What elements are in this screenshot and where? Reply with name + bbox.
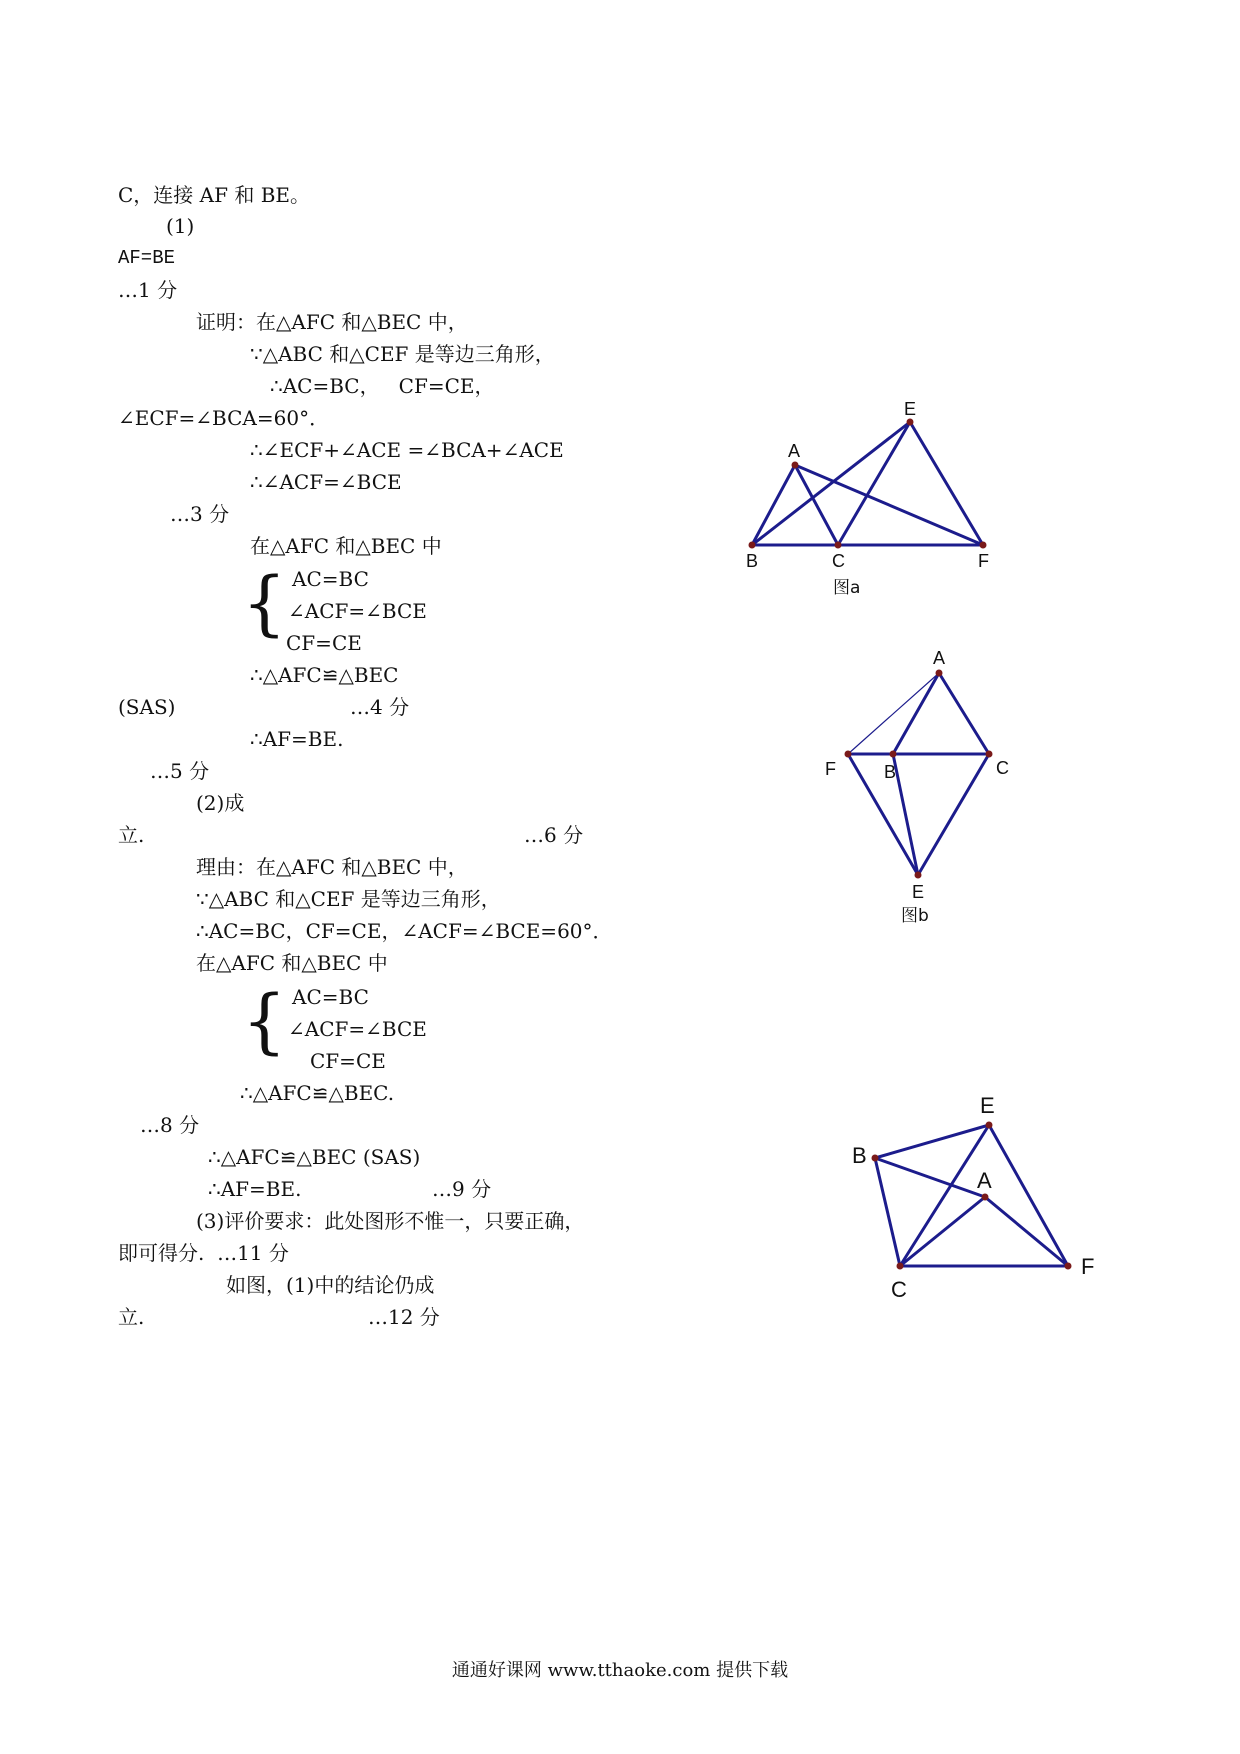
label-A: A bbox=[977, 1168, 992, 1193]
figure-a-caption: 图a bbox=[833, 578, 861, 598]
seg-BA bbox=[875, 1158, 985, 1197]
label-E: E bbox=[912, 882, 925, 902]
condition-line: AC=BC bbox=[292, 567, 369, 591]
proof-line: ∴△AFC≌△BEC (SAS) bbox=[208, 1145, 421, 1169]
point-B bbox=[872, 1155, 879, 1162]
point-C bbox=[986, 751, 993, 758]
score-8: …8 分 bbox=[140, 1113, 200, 1137]
seg-AC bbox=[900, 1197, 985, 1266]
score-9: …9 分 bbox=[432, 1177, 492, 1201]
label-E: E bbox=[980, 1093, 995, 1118]
point-A bbox=[982, 1194, 989, 1201]
condition-brace: { bbox=[242, 562, 287, 644]
condition-line: CF=CE bbox=[310, 1049, 386, 1073]
figure-b bbox=[815, 650, 1015, 934]
label-B: B bbox=[884, 762, 897, 782]
label-F: F bbox=[1081, 1254, 1095, 1279]
figure-c bbox=[840, 1075, 1120, 1314]
label-A: A bbox=[788, 441, 801, 461]
label-B: B bbox=[746, 551, 759, 571]
condition-line: ∠ACF=∠BCE bbox=[288, 1017, 427, 1041]
point-B bbox=[890, 751, 897, 758]
point-F bbox=[1065, 1263, 1072, 1270]
proof-line: ∴△AFC≌△BEC bbox=[250, 663, 399, 687]
seg-BE bbox=[752, 422, 910, 545]
seg-AB bbox=[752, 465, 795, 545]
seg-EF bbox=[989, 1125, 1068, 1266]
point-F bbox=[980, 542, 987, 549]
proof-line: 在△AFC 和△BEC 中 bbox=[196, 951, 388, 975]
label-F: F bbox=[825, 759, 836, 779]
seg-AF bbox=[985, 1197, 1068, 1266]
label-B: B bbox=[852, 1143, 867, 1168]
point-B bbox=[749, 542, 756, 549]
page-footer: 通通好课网 www.tthaoke.com 提供下载 bbox=[451, 1660, 789, 1681]
proof-line: 在△AFC 和△BEC 中 bbox=[250, 534, 442, 558]
label-F: F bbox=[978, 551, 989, 571]
seg-CE bbox=[918, 754, 989, 875]
proof-line: 立. bbox=[118, 823, 145, 847]
seg-AF bbox=[848, 673, 939, 754]
seg-AB bbox=[893, 673, 939, 754]
seg-CE bbox=[838, 422, 910, 545]
figure-a bbox=[740, 395, 1010, 609]
score-11: 即可得分. …11 分 bbox=[118, 1241, 289, 1265]
proof-line: ∴△AFC≌△BEC. bbox=[240, 1081, 395, 1105]
condition-line: CF=CE bbox=[286, 631, 362, 655]
proof-line: 证明：在△AFC 和△BEC 中， bbox=[196, 310, 468, 334]
point-E bbox=[915, 872, 922, 879]
seg-FE bbox=[848, 754, 918, 875]
score-1: …1 分 bbox=[118, 278, 178, 302]
condition-line: ∠ACF=∠BCE bbox=[288, 599, 427, 623]
seg-AC bbox=[939, 673, 989, 754]
proof-line: ∵△ABC 和△CEF 是等边三角形， bbox=[196, 887, 501, 911]
proof-line: 如图，(1)中的结论仍成 bbox=[226, 1273, 435, 1297]
proof-line: ∴∠ECF+∠ACE =∠BCA+∠ACE bbox=[250, 438, 564, 462]
score-4: …4 分 bbox=[350, 695, 410, 719]
proof-line: ∴AC=BC， CF=CE， bbox=[270, 374, 495, 398]
label-E: E bbox=[904, 399, 917, 419]
score-12: …12 分 bbox=[368, 1305, 440, 1329]
point-A bbox=[936, 670, 943, 677]
proof-line: ∴AF=BE. bbox=[250, 727, 344, 751]
sas-label: (SAS) bbox=[118, 695, 176, 719]
point-E bbox=[907, 419, 914, 426]
condition-line: AC=BC bbox=[292, 985, 369, 1009]
proof-line: ∴∠ACF=∠BCE bbox=[250, 470, 402, 494]
part-1-label: (1) bbox=[166, 214, 195, 238]
point-F bbox=[845, 751, 852, 758]
proof-line: ∴AF=BE. bbox=[208, 1177, 302, 1201]
seg-AF bbox=[795, 465, 983, 545]
figure-b-caption: 图b bbox=[901, 906, 929, 926]
part-2-label: (2)成 bbox=[196, 791, 245, 815]
label-C: C bbox=[996, 758, 1009, 778]
score-6: …6 分 bbox=[524, 823, 584, 847]
proof-line: ∵△ABC 和△CEF 是等边三角形， bbox=[250, 342, 555, 366]
proof-line: 理由：在△AFC 和△BEC 中， bbox=[196, 855, 468, 879]
proof-line: 立. bbox=[118, 1305, 145, 1329]
proof-line: ∴AC=BC，CF=CE，∠ACF=∠BCE=60°． bbox=[196, 919, 613, 943]
score-3: …3 分 bbox=[170, 502, 230, 526]
intro-line: C，连接 AF 和 BE。 bbox=[118, 183, 310, 207]
label-A: A bbox=[933, 648, 946, 668]
part-3-label: (3)评价要求：此处图形不惟一，只要正确， bbox=[196, 1209, 585, 1233]
answer-1: AF=BE bbox=[118, 247, 176, 269]
score-5: …5 分 bbox=[150, 759, 210, 783]
point-C bbox=[897, 1263, 904, 1270]
label-C: C bbox=[832, 551, 845, 571]
seg-BC bbox=[875, 1158, 900, 1266]
point-C bbox=[835, 542, 842, 549]
point-A bbox=[792, 462, 799, 469]
seg-BE bbox=[893, 754, 918, 875]
proof-line: ∠ECF=∠BCA=60°． bbox=[118, 406, 330, 430]
point-E bbox=[986, 1122, 993, 1129]
seg-EF bbox=[910, 422, 983, 545]
condition-brace: { bbox=[242, 980, 287, 1062]
label-C: C bbox=[891, 1277, 907, 1302]
